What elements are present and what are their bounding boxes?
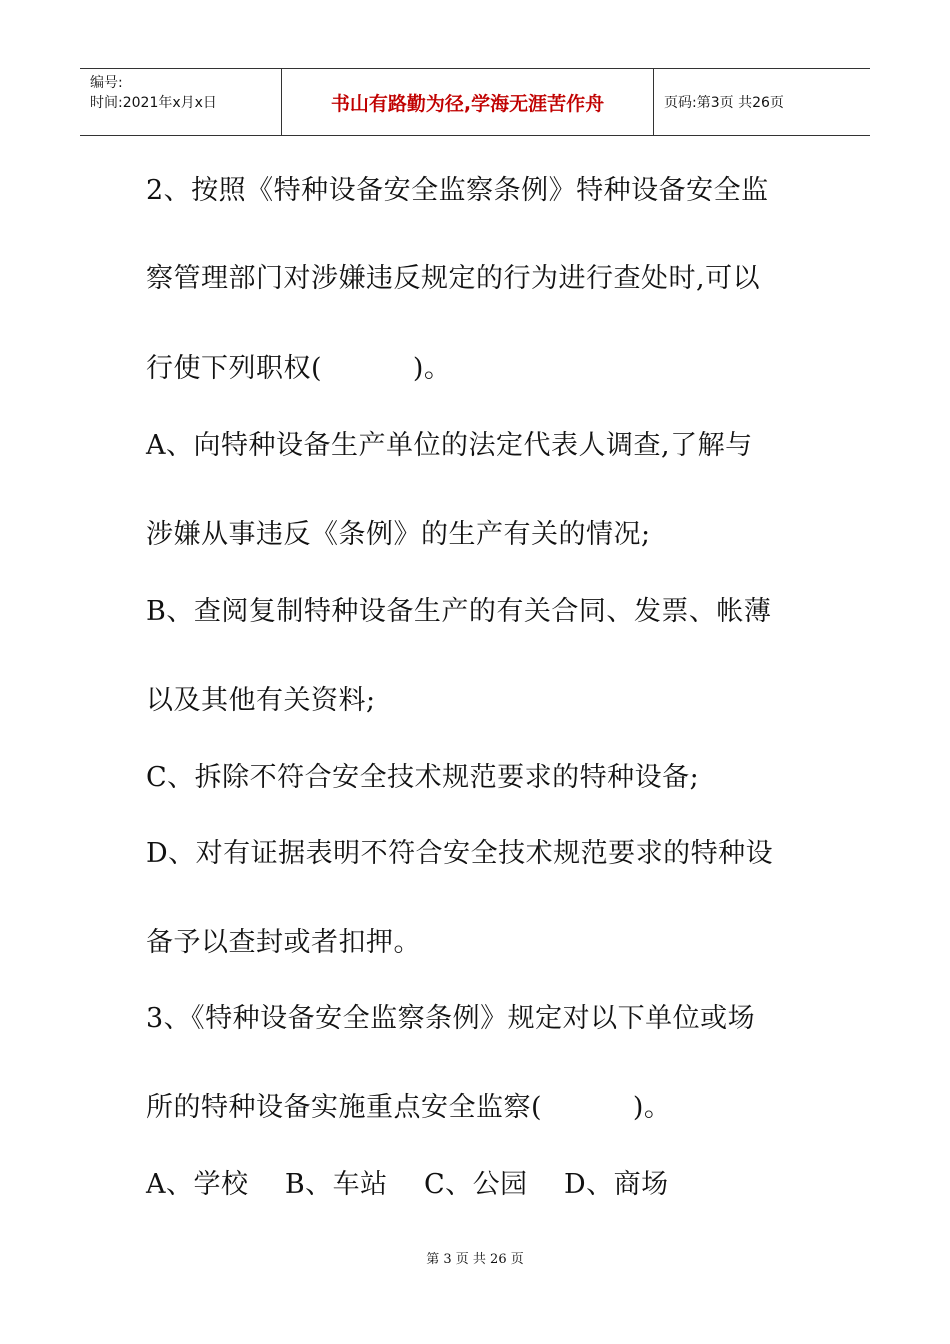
text-line: 察管理部门对涉嫌违反规定的行为进行查处时,可以: [146, 263, 761, 294]
page-header: [80, 68, 870, 136]
header-motto: 书山有路勤为径,学海无涯苦作舟: [282, 69, 654, 135]
header-page-info: 页码:第3页 共26页: [664, 95, 784, 111]
number-label: 编号:: [90, 75, 123, 91]
header-meta: [80, 69, 282, 135]
text-line: A、向特种设备生产单位的法定代表人调查,了解与: [146, 430, 753, 461]
date-label: 时间:2021年x月x日: [90, 95, 217, 111]
text-line: 所的特种设备实施重点安全监察( )。: [146, 1092, 672, 1123]
text-line: B、查阅复制特种设备生产的有关合同、发票、帐薄: [146, 596, 772, 627]
text-line: 3、《特种设备安全监察条例》规定对以下单位或场: [146, 1003, 756, 1034]
text-line: D、对有证据表明不符合安全技术规范要求的特种设: [146, 838, 774, 869]
text-line: C、拆除不符合安全技术规范要求的特种设备;: [146, 762, 700, 793]
text-line: 以及其他有关资料;: [146, 685, 376, 716]
text-line: 2、按照《特种设备安全监察条例》特种设备安全监: [146, 175, 769, 206]
text-line: A、学校 B、车站 C、公园 D、商场: [146, 1169, 669, 1200]
text-line: 涉嫌从事违反《条例》的生产有关的情况;: [146, 519, 651, 550]
text-line: 行使下列职权( )。: [146, 353, 452, 384]
text-line: 备予以查封或者扣押。: [146, 927, 421, 958]
page-footer: 第 3 页 共 26 页: [426, 1252, 524, 1267]
